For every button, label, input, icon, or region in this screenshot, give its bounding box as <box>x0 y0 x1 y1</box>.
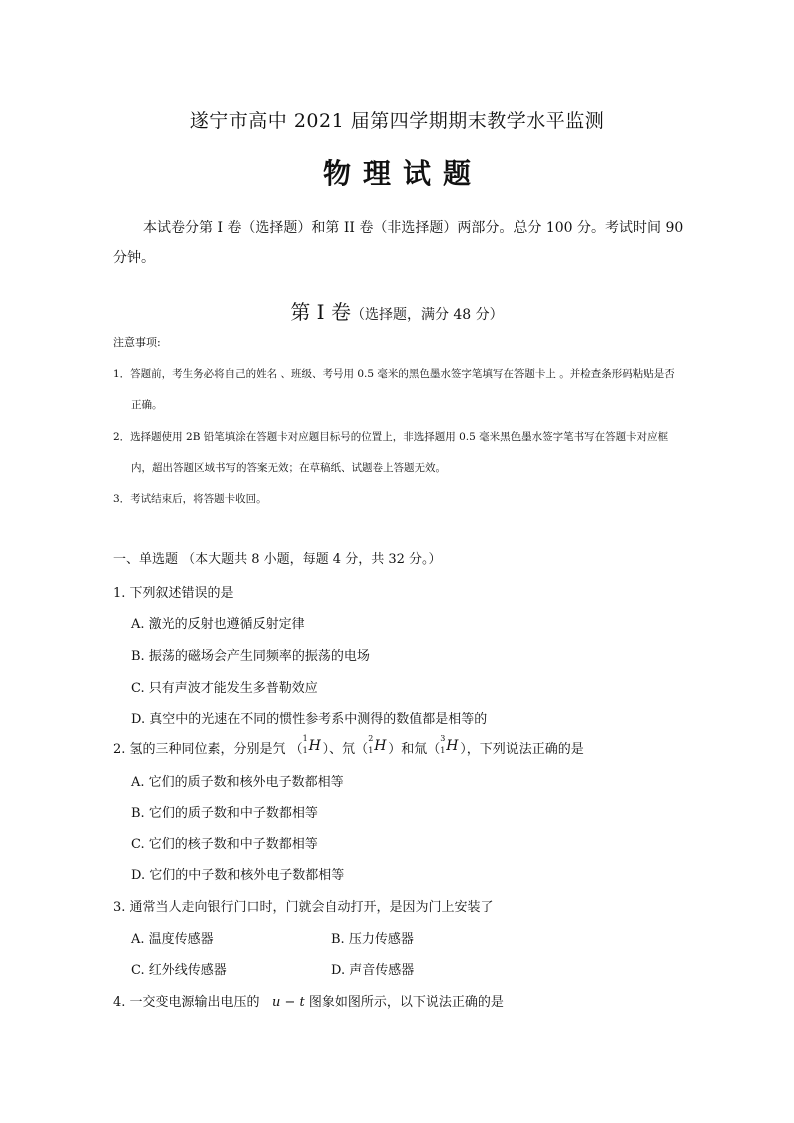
isotope-protium <box>302 734 323 756</box>
isotope-tritium <box>440 734 460 756</box>
note-item: 1．答题前，考生务必将自己的姓名 、班级、考号用 0.5 毫米的黑色墨水签字笔填写在答题卡上 。并检查条形码粘贴是否 <box>113 368 675 380</box>
question-1-option-d: D. 真空中的光速在不同的惯性参考系中测得的数值都是相等的 <box>131 712 488 727</box>
part-1-heading <box>0 296 794 325</box>
exam-header: 遂宁市高中 2021 届第四学期期末教学水平监测 <box>189 110 605 132</box>
question-1-option-c: C. 只有声波才能发生多普勒效应 <box>131 681 318 696</box>
question-2-option-b: B. 它们的质子数和中子数都相等 <box>131 806 318 821</box>
question-4-stem-part: 4. 一交变电源输出电压的 <box>113 995 260 1010</box>
question-4-stem <box>113 991 504 1010</box>
question-4-stem-part: 图象如图所示，以下说法正确的是 <box>308 995 504 1010</box>
voltage-time-symbol: u − t <box>271 995 305 1010</box>
question-3-option-b: B. 压力传感器 <box>331 932 414 947</box>
section-heading: 一、单选题 （本大题共 8 小题，每题 4 分，共 32 分。） <box>113 552 442 567</box>
mass-number: 1 <box>302 734 308 743</box>
atomic-number: 1 <box>440 746 446 755</box>
part-1-note: （选择题，满分 48 分） <box>350 307 504 323</box>
question-2-stem <box>113 734 584 757</box>
intro-line-1: 本试卷分第 I 卷（选择题）和第 II 卷（非选择题）两部分。总分 100 分。考试时间 90 <box>143 220 684 236</box>
notes-title: 注意事项: <box>113 336 161 349</box>
question-1-option-b: B. 振荡的磁场会产生同频率的振荡的电场 <box>131 649 370 664</box>
exam-subject-title: 物理试题 <box>322 157 483 190</box>
part-1-label: 第 Ⅰ 卷 <box>290 300 351 324</box>
intro-line-2: 分钟。 <box>113 250 155 266</box>
question-3-stem: 3. 通常当人走向银行门口时，门就会自动打开，是因为门上安装了 <box>113 900 494 915</box>
mass-number: 3 <box>440 734 446 743</box>
mass-number: 2 <box>368 734 374 743</box>
element-symbol: H <box>374 738 387 754</box>
question-2-stem-part: ），下列说法正确的是 <box>460 742 584 757</box>
atomic-number: 1 <box>368 746 374 755</box>
question-2-stem-part: ）和氚（ <box>388 742 441 757</box>
question-3-option-d: D. 声音传感器 <box>331 963 415 978</box>
question-1-stem: 1. 下列叙述错误的是 <box>113 586 234 601</box>
question-3-option-c: C. 红外线传感器 <box>131 963 227 978</box>
question-2-option-c: C. 它们的核子数和中子数都相等 <box>131 837 318 852</box>
question-3-option-a: A. 温度传感器 <box>131 932 214 947</box>
note-item: 3．考试结束后，将答题卡收回。 <box>113 493 267 505</box>
note-item: 2．选择题使用 2B 铅笔填涂在答题卡对应题目标号的位置上，非选择题用 0.5 毫米黑色墨水签字笔书写在答题卡对应框 <box>113 431 669 443</box>
question-2-stem-part: 2. 氢的三种同位素，分别是氕 （ <box>113 742 303 757</box>
atomic-number: 1 <box>302 746 308 755</box>
question-2-stem-part: ）、氘（ <box>322 742 369 757</box>
question-1-option-a: A. 激光的反射也遵循反射定律 <box>131 617 305 632</box>
question-2-option-d: D. 它们的中子数和核外电子数都相等 <box>131 868 345 883</box>
question-2-option-a: A. 它们的质子数和核外电子数都相等 <box>131 775 344 790</box>
element-symbol: H <box>446 738 459 754</box>
note-item: 正确。 <box>131 399 163 411</box>
note-item: 内，超出答题区域书写的答案无效；在草稿纸、试题卷上答题无效。 <box>131 462 446 474</box>
element-symbol: H <box>308 738 321 754</box>
isotope-deuterium <box>368 734 388 756</box>
